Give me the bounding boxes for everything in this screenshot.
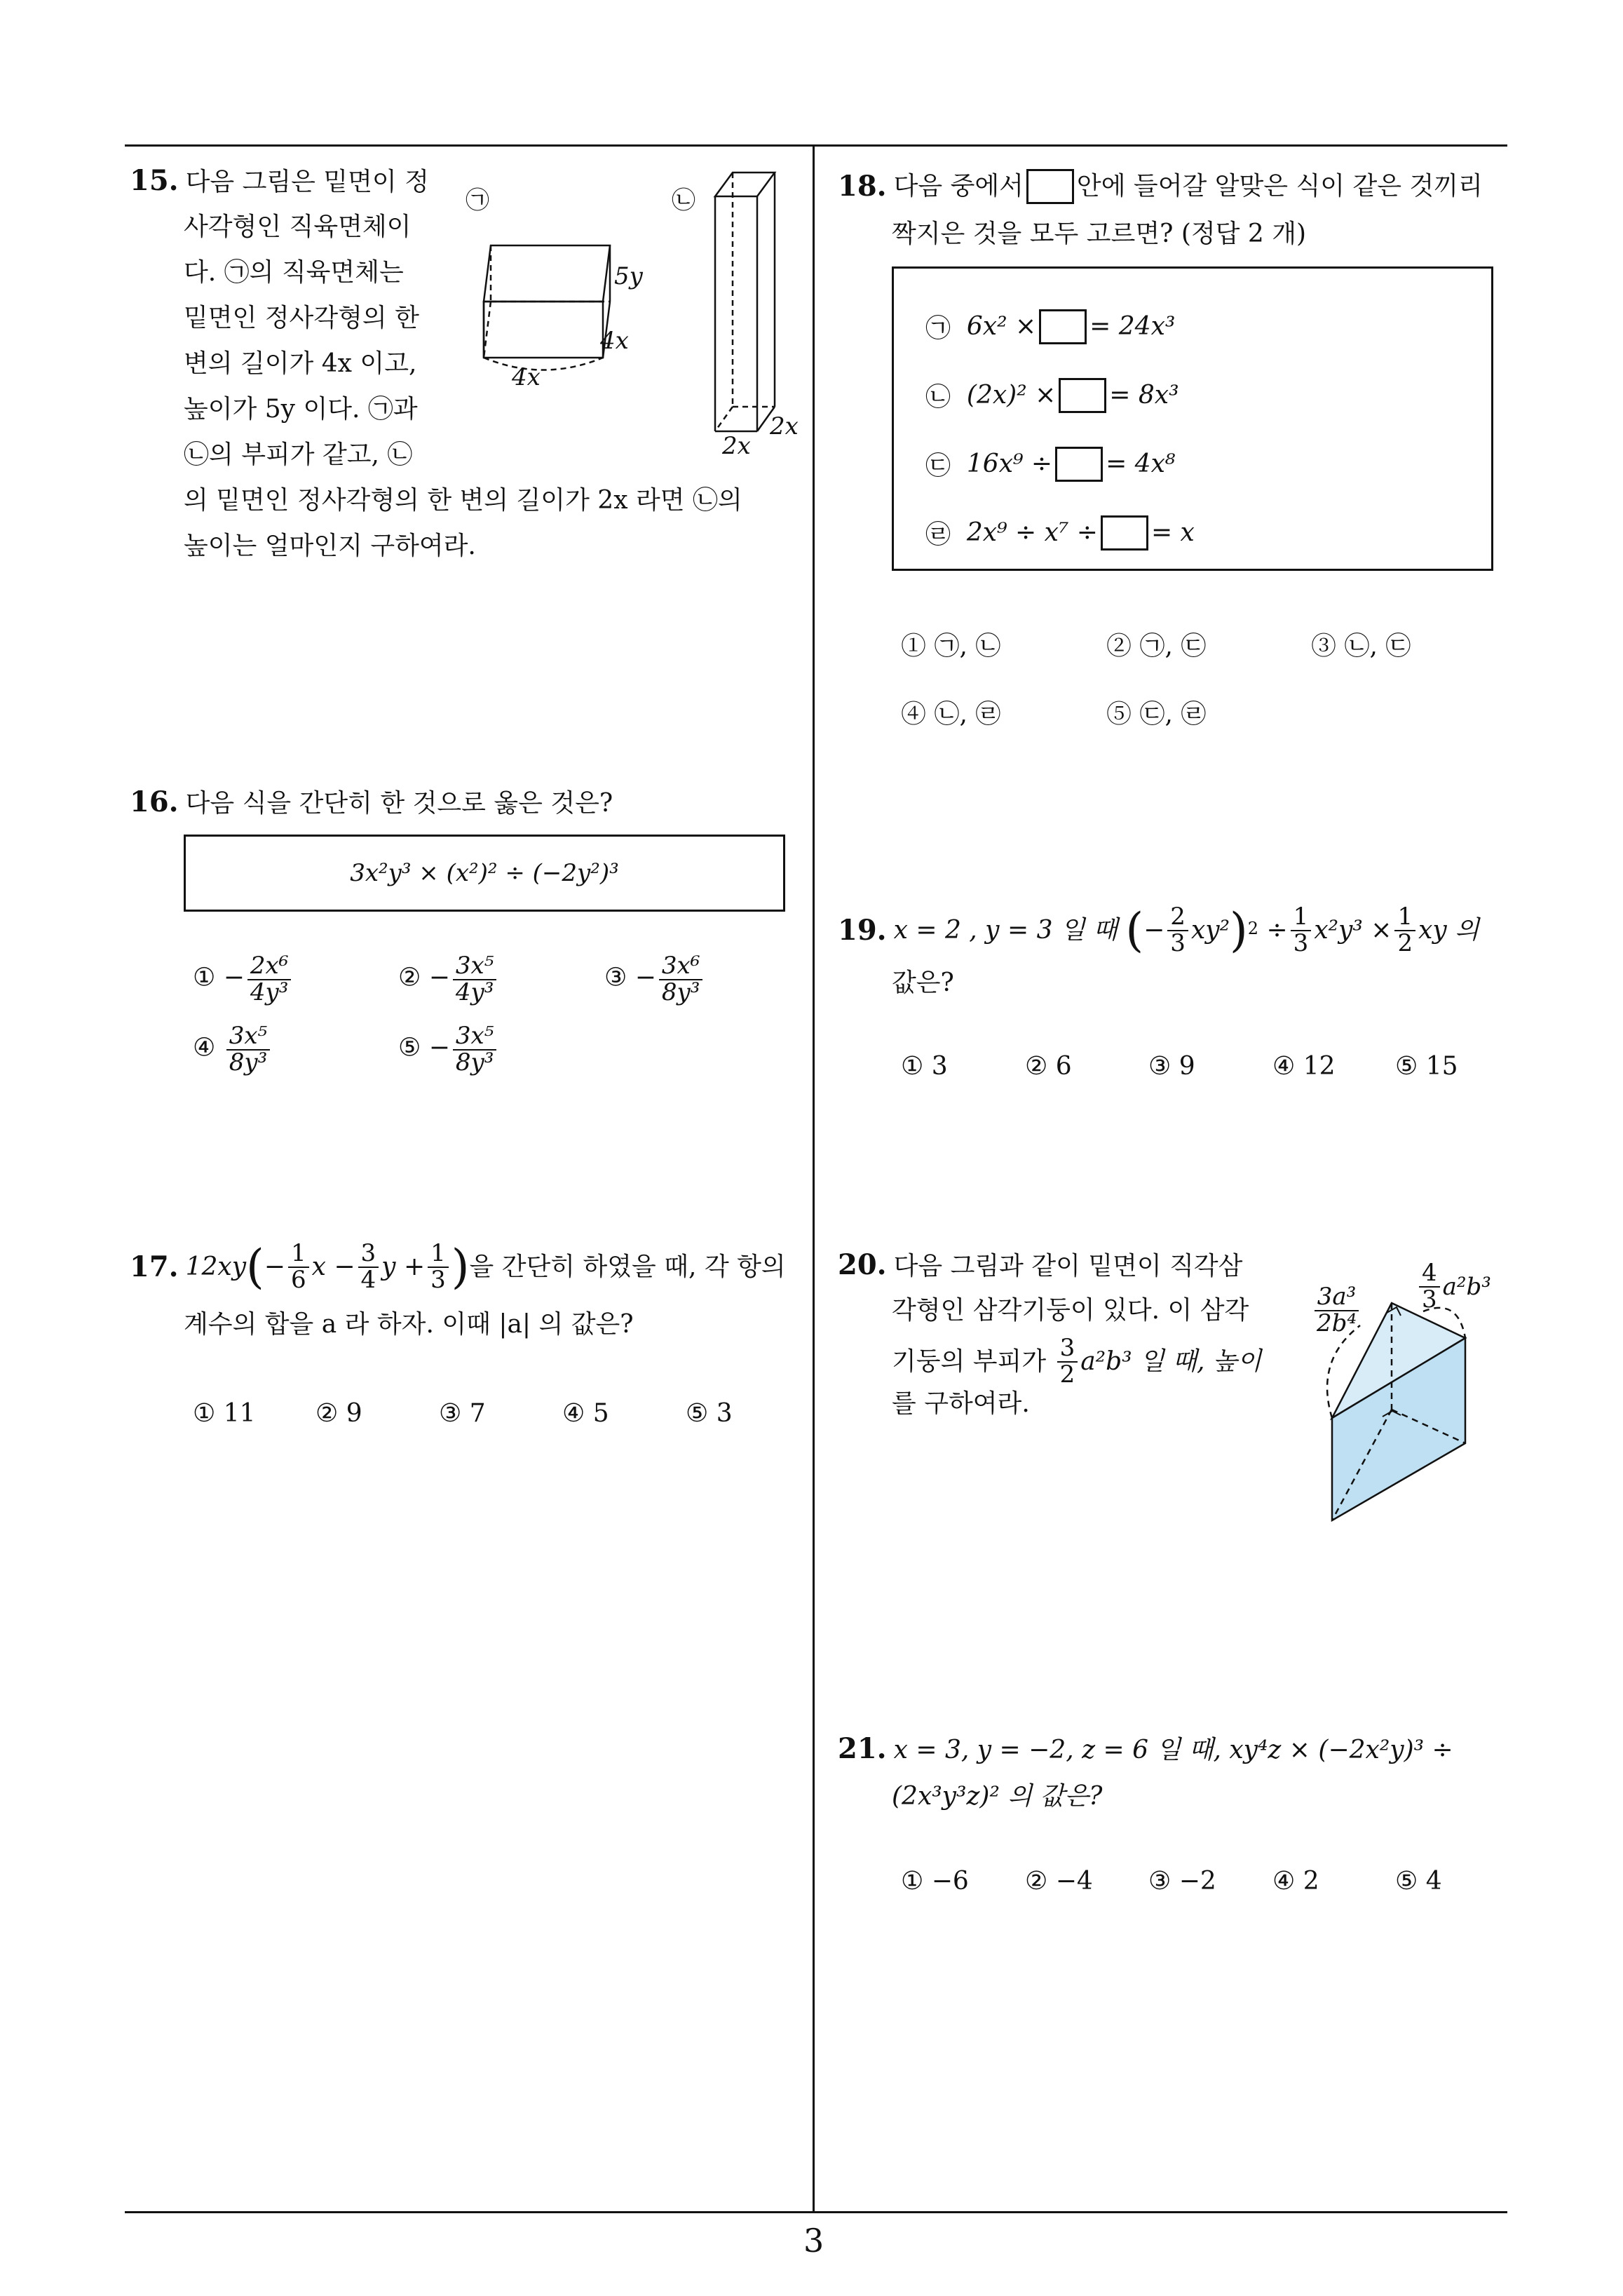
expression-box	[184, 835, 785, 912]
item-c: ㉢ 16x⁹ ÷ = 4x⁸	[925, 446, 1175, 482]
option-2[interactable]: ② 6	[1025, 1052, 1072, 1081]
option-3[interactable]: ③ − $\frac{\text{3x⁶}}{\text{8y³}}$	[604, 954, 705, 1005]
option-1[interactable]: ① −6	[901, 1867, 969, 1896]
option-1[interactable]: ① 3	[901, 1052, 948, 1081]
question-text-line: 계수의 합을 a 라 하자. 이때 |a| 의 값은?	[184, 1310, 634, 1339]
bottom-rule	[125, 2211, 1507, 2213]
question-text-line: 다음 그림과 같이 밑면이 직각삼	[893, 1252, 1243, 1281]
option-2[interactable]: ② 9	[315, 1399, 362, 1428]
option-3[interactable]: ③ ㉡, ㉢	[1311, 632, 1411, 661]
question-number: 20.	[838, 1248, 887, 1281]
option-4[interactable]: ④ 5	[562, 1399, 609, 1428]
option-4[interactable]: ④ 12	[1272, 1052, 1336, 1081]
question-number: 21.	[838, 1732, 887, 1765]
option-5[interactable]: ⑤ − $\frac{\text{3x⁵}}{\text{8y³}}$	[398, 1024, 499, 1075]
option-4[interactable]: ④ ㉡, ㉣	[901, 700, 1001, 729]
option-1[interactable]: ① − $\frac{\text{2x⁶}}{\text{4y³}}$	[193, 954, 294, 1005]
page-number: 3	[803, 2222, 824, 2260]
question-text-line: (2x³y³z)² 의 값은?	[892, 1782, 1103, 1811]
option-5[interactable]: ⑤ ㉢, ㉣	[1106, 700, 1207, 729]
question-number: 17.	[130, 1250, 179, 1283]
question-text-line: ㉡의 부피가 같고, ㉡	[184, 440, 413, 469]
cuboid-a-depth-label: 4x	[600, 327, 629, 355]
question-number: 16.	[130, 785, 179, 818]
item-a: ㉠ 6x² × = 24x³	[925, 309, 1175, 344]
question-text-line: 짝지은 것을 모두 고르면? (정답 2 개)	[892, 220, 1307, 248]
option-3[interactable]: ③ 7	[439, 1399, 486, 1428]
question-number: 19.	[838, 913, 887, 947]
question-text: 다음 식을 간단히 한 것으로 옳은 것은?	[185, 789, 613, 818]
option-1[interactable]: ① 11	[193, 1399, 256, 1428]
item-d: ㉣ 2x⁹ ÷ x⁷ ÷ = x	[925, 515, 1195, 551]
cuboid-a-width-label: 4x	[512, 363, 541, 391]
question-text-line: 각형인 삼각기둥이 있다. 이 삼각	[892, 1296, 1249, 1325]
question-number: 18.	[838, 170, 887, 203]
question-text-line: x = 3, y = −2, z = 6 일 때, xy⁴z × (−2x²y)³ ÷	[893, 1736, 1453, 1764]
option-1[interactable]: ① ㉠, ㉡	[901, 632, 1001, 661]
blank-box	[1026, 169, 1074, 204]
question-text-line: 높이는 얼마인지 구하여라.	[184, 532, 476, 560]
cuboid-a-figure	[463, 231, 652, 393]
option-3[interactable]: ③ 9	[1148, 1052, 1195, 1081]
question-text-line: 변의 길이가 4x 이고,	[184, 349, 417, 378]
option-2[interactable]: ② −4	[1025, 1867, 1093, 1896]
question-number: 15.	[130, 164, 179, 197]
option-4[interactable]: ④ 2	[1272, 1867, 1319, 1896]
question-text-line: 다. ㉠의 직육면체는	[184, 258, 404, 287]
top-rule	[125, 144, 1507, 147]
option-2[interactable]: ② ㉠, ㉢	[1106, 632, 1207, 661]
figure-a-mark: ㉠	[466, 187, 489, 215]
prism-left-label: $\frac{\text{3a³}}{\text{2b⁴}}$	[1311, 1285, 1362, 1336]
option-4[interactable]: ④ $\frac{\text{3x⁵}}{\text{8y³}}$	[193, 1024, 273, 1075]
cuboid-b-width-label: 2x	[722, 432, 751, 460]
prism-right-label: $\frac{4}{3}$ a²b³	[1416, 1261, 1491, 1312]
cuboid-a-height-label: 5y	[614, 262, 643, 290]
option-2[interactable]: ② − $\frac{\text{3x⁵}}{\text{4y³}}$	[398, 954, 499, 1005]
question-text-line: 다음 그림은 밑면이 정	[185, 168, 429, 196]
option-5[interactable]: ⑤ 15	[1395, 1052, 1458, 1081]
option-5[interactable]: ⑤ 4	[1395, 1867, 1442, 1896]
item-b: ㉡ (2x)² × = 8x³	[925, 377, 1179, 413]
option-5[interactable]: ⑤ 3	[686, 1399, 733, 1428]
question-text-line: 를 구하여라.	[892, 1389, 1030, 1418]
question-text-line: 값은?	[892, 968, 954, 997]
question-text-line: 높이가 5y 이다. ㉠과	[184, 395, 418, 424]
question-text-line: 의 밑면인 정사각형의 한 변의 길이가 2x 라면 ㉡의	[184, 486, 742, 515]
question-text-line: 사각형인 직육면체이	[184, 212, 412, 241]
option-3[interactable]: ③ −2	[1148, 1867, 1216, 1896]
cuboid-b-depth-label: 2x	[770, 412, 799, 440]
figure-b-mark: ㉡	[672, 187, 695, 215]
question-text-line: 밑면인 정사각형의 한	[184, 304, 419, 332]
expression: 3x²y³ × (x²)² ÷ (−2y²)³	[350, 859, 619, 887]
